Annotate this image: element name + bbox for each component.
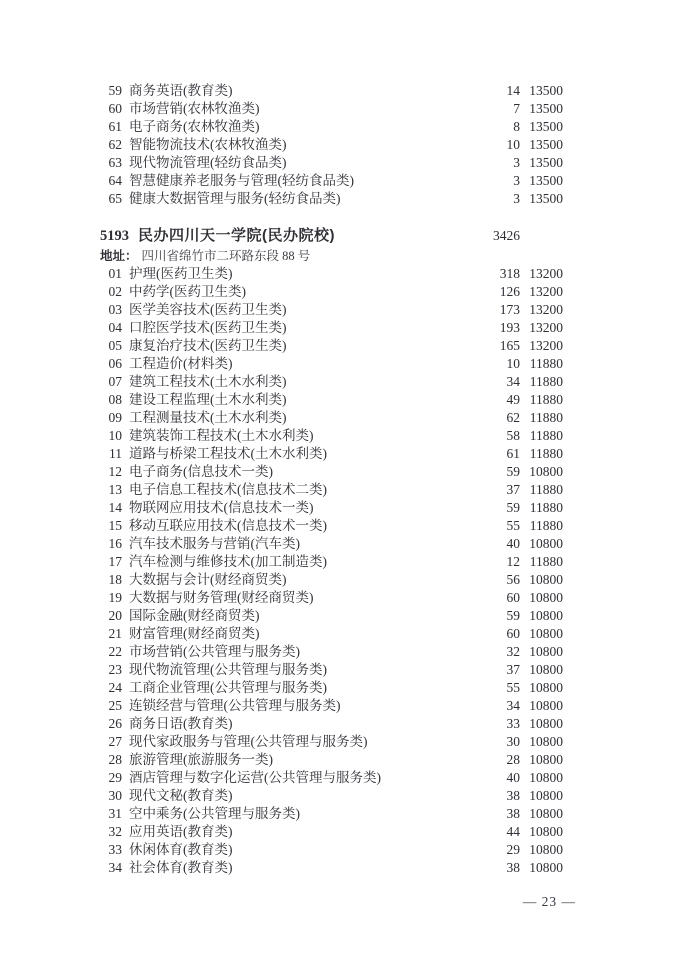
major-name: 护理(医药卫生类) <box>129 266 233 281</box>
tuition-fee: 10800 <box>529 680 563 695</box>
address-label: 地址： <box>100 249 138 263</box>
plan-count: 3 <box>513 191 520 206</box>
tuition-fee: 10800 <box>529 662 563 677</box>
major-name: 道路与桥梁工程技术(土木水利类) <box>129 446 327 461</box>
major-row <box>0 841 680 859</box>
continued-major-list <box>0 82 680 208</box>
tuition-fee: 11880 <box>529 518 563 533</box>
plan-count: 56 <box>506 572 520 587</box>
major-row-number: 11 <box>109 446 122 461</box>
major-name: 应用英语(教育类) <box>129 824 233 839</box>
tuition-fee: 10800 <box>529 590 563 605</box>
major-row-number: 25 <box>108 698 122 713</box>
tuition-fee: 11880 <box>529 500 563 515</box>
tuition-fee: 10800 <box>529 770 563 785</box>
plan-count: 61 <box>506 446 520 461</box>
plan-count: 58 <box>506 428 520 443</box>
major-row-number: 13 <box>108 482 122 497</box>
tuition-fee: 13500 <box>529 137 563 152</box>
major-row-number: 32 <box>108 824 122 839</box>
major-row <box>0 517 680 535</box>
tuition-fee: 13500 <box>529 83 563 98</box>
major-row <box>0 409 680 427</box>
tuition-fee: 10800 <box>529 842 563 857</box>
tuition-fee: 10800 <box>529 572 563 587</box>
tuition-fee: 11880 <box>529 374 563 389</box>
major-row <box>0 427 680 445</box>
tuition-fee: 10800 <box>529 734 563 749</box>
major-name: 中药学(医药卫生类) <box>129 284 246 299</box>
major-name: 市场营销(农林牧渔类) <box>129 101 260 116</box>
plan-count: 59 <box>506 608 520 623</box>
plan-count: 38 <box>506 788 520 803</box>
major-row <box>0 715 680 733</box>
major-row-number: 64 <box>108 173 122 188</box>
tuition-fee: 11880 <box>529 428 563 443</box>
major-name: 休闲体育(教育类) <box>129 842 233 857</box>
major-name: 连锁经营与管理(公共管理与服务类) <box>129 698 341 713</box>
major-name: 现代家政服务与管理(公共管理与服务类) <box>129 734 368 749</box>
major-row <box>0 172 680 190</box>
major-name: 电子商务(农林牧渔类) <box>129 119 260 134</box>
major-name: 空中乘务(公共管理与服务类) <box>129 806 300 821</box>
plan-count: 193 <box>499 320 520 335</box>
major-row <box>0 373 680 391</box>
major-row-number: 01 <box>108 266 122 281</box>
major-name: 建筑工程技术(土木水利类) <box>129 374 287 389</box>
major-name: 电子商务(信息技术一类) <box>129 464 273 479</box>
major-row <box>0 283 680 301</box>
major-row-number: 06 <box>108 356 122 371</box>
major-row-number: 61 <box>108 119 122 134</box>
major-name: 国际金融(财经商贸类) <box>129 608 260 623</box>
major-row-number: 02 <box>108 284 122 299</box>
major-row-number: 63 <box>108 155 122 170</box>
tuition-fee: 10800 <box>529 806 563 821</box>
plan-count: 38 <box>506 860 520 875</box>
major-row <box>0 751 680 769</box>
tuition-fee: 11880 <box>529 392 563 407</box>
tuition-fee: 10800 <box>529 608 563 623</box>
major-row <box>0 697 680 715</box>
plan-count: 3 <box>513 155 520 170</box>
major-row-number: 29 <box>108 770 122 785</box>
major-row <box>0 82 680 100</box>
major-row-number: 62 <box>108 137 122 152</box>
tuition-fee: 10800 <box>529 536 563 551</box>
plan-count: 40 <box>506 536 520 551</box>
tuition-fee: 11880 <box>529 356 563 371</box>
plan-count: 33 <box>506 716 520 731</box>
tuition-fee: 13500 <box>529 101 563 116</box>
major-row <box>0 805 680 823</box>
tuition-fee: 10800 <box>529 716 563 731</box>
plan-count: 44 <box>506 824 520 839</box>
tuition-fee: 11880 <box>529 410 563 425</box>
major-row <box>0 499 680 517</box>
major-row <box>0 661 680 679</box>
major-name: 智慧健康养老服务与管理(轻纺食品类) <box>129 173 354 188</box>
tuition-fee: 10800 <box>529 824 563 839</box>
major-row-number: 17 <box>108 554 122 569</box>
major-row <box>0 445 680 463</box>
major-name: 医学美容技术(医药卫生类) <box>129 302 287 317</box>
tuition-fee: 10800 <box>529 752 563 767</box>
major-row-number: 08 <box>108 392 122 407</box>
major-row <box>0 859 680 877</box>
major-row-number: 34 <box>108 860 122 875</box>
plan-count: 37 <box>506 662 520 677</box>
major-name: 康复治疗技术(医药卫生类) <box>129 338 287 353</box>
major-name: 智能物流技术(农林牧渔类) <box>129 137 287 152</box>
major-row <box>0 679 680 697</box>
major-name: 口腔医学技术(医药卫生类) <box>129 320 287 335</box>
major-row <box>0 481 680 499</box>
tuition-fee: 11880 <box>529 482 563 497</box>
major-row <box>0 154 680 172</box>
tuition-fee: 10800 <box>529 626 563 641</box>
major-name: 大数据与财务管理(财经商贸类) <box>129 590 314 605</box>
plan-count: 37 <box>506 482 520 497</box>
major-name: 电子信息工程技术(信息技术二类) <box>129 482 327 497</box>
school-name: 民办四川天一学院(民办院校) <box>138 227 335 244</box>
plan-count: 10 <box>506 356 520 371</box>
major-row-number: 10 <box>108 428 122 443</box>
major-row <box>0 625 680 643</box>
major-row-number: 04 <box>108 320 122 335</box>
major-row <box>0 265 680 283</box>
plan-count: 29 <box>506 842 520 857</box>
major-row-number: 20 <box>108 608 122 623</box>
plan-count: 38 <box>506 806 520 821</box>
tuition-fee: 11880 <box>529 554 563 569</box>
major-row <box>0 319 680 337</box>
major-row-number: 15 <box>108 518 122 533</box>
plan-count: 55 <box>506 518 520 533</box>
plan-count: 126 <box>499 284 520 299</box>
major-name: 建筑装饰工程技术(土木水利类) <box>129 428 314 443</box>
major-name: 移动互联应用技术(信息技术一类) <box>129 518 327 533</box>
major-name: 工商企业管理(公共管理与服务类) <box>129 680 327 695</box>
major-name: 旅游管理(旅游服务一类) <box>129 752 273 767</box>
major-row <box>0 733 680 751</box>
tuition-fee: 10800 <box>529 464 563 479</box>
major-row-number: 59 <box>108 83 122 98</box>
school-header <box>0 225 680 246</box>
tuition-fee: 13200 <box>529 284 563 299</box>
tuition-fee: 13500 <box>529 173 563 188</box>
major-row-number: 09 <box>108 410 122 425</box>
major-row <box>0 463 680 481</box>
major-row <box>0 337 680 355</box>
major-name: 财富管理(财经商贸类) <box>129 626 260 641</box>
plan-count: 55 <box>506 680 520 695</box>
tuition-fee: 13200 <box>529 320 563 335</box>
plan-count: 318 <box>499 266 520 281</box>
tuition-fee: 13500 <box>529 155 563 170</box>
plan-count: 3 <box>513 173 520 188</box>
major-name: 市场营销(公共管理与服务类) <box>129 644 300 659</box>
school-major-list <box>0 265 680 877</box>
major-row-number: 12 <box>108 464 122 479</box>
plan-count: 173 <box>499 302 520 317</box>
major-name: 现代物流管理(公共管理与服务类) <box>129 662 327 677</box>
page-number: — 23 — <box>522 894 576 909</box>
major-row-number: 07 <box>108 374 122 389</box>
plan-count: 49 <box>506 392 520 407</box>
plan-count: 8 <box>513 119 520 134</box>
major-row <box>0 136 680 154</box>
major-row <box>0 769 680 787</box>
major-row-number: 24 <box>108 680 122 695</box>
major-row-number: 18 <box>108 572 122 587</box>
major-row <box>0 190 680 208</box>
plan-count: 28 <box>506 752 520 767</box>
plan-count: 7 <box>513 101 520 116</box>
major-name: 汽车技术服务与营销(汽车类) <box>129 536 300 551</box>
plan-count: 59 <box>506 500 520 515</box>
major-row-number: 31 <box>108 806 122 821</box>
plan-count: 10 <box>506 137 520 152</box>
major-row <box>0 355 680 373</box>
major-name: 现代文秘(教育类) <box>129 788 233 803</box>
tuition-fee: 13200 <box>529 266 563 281</box>
tuition-fee: 11880 <box>529 446 563 461</box>
major-name: 商务英语(教育类) <box>129 83 233 98</box>
major-row <box>0 643 680 661</box>
major-name: 汽车检测与维修技术(加工制造类) <box>129 554 327 569</box>
major-row <box>0 571 680 589</box>
plan-count: 34 <box>506 374 520 389</box>
address-value: 四川省绵竹市二环路东段 88 号 <box>141 249 311 263</box>
school-address-line <box>0 246 680 265</box>
major-row-number: 16 <box>108 536 122 551</box>
plan-count: 60 <box>506 626 520 641</box>
plan-count: 12 <box>506 554 520 569</box>
school-plan-total: 3426 <box>493 228 520 243</box>
major-row-number: 14 <box>108 500 122 515</box>
tuition-fee: 13200 <box>529 302 563 317</box>
major-row <box>0 823 680 841</box>
plan-count: 32 <box>506 644 520 659</box>
major-row <box>0 118 680 136</box>
school-code: 5193 <box>100 228 129 244</box>
tuition-fee: 10800 <box>529 860 563 875</box>
major-row-number: 33 <box>108 842 122 857</box>
tuition-fee: 10800 <box>529 788 563 803</box>
major-row <box>0 787 680 805</box>
plan-count: 59 <box>506 464 520 479</box>
plan-count: 14 <box>506 83 520 98</box>
major-row <box>0 301 680 319</box>
major-row-number: 21 <box>108 626 122 641</box>
major-row-number: 30 <box>108 788 122 803</box>
plan-count: 62 <box>506 410 520 425</box>
major-row <box>0 553 680 571</box>
major-row-number: 19 <box>108 590 122 605</box>
major-row-number: 26 <box>108 716 122 731</box>
major-row-number: 65 <box>108 191 122 206</box>
major-row-number: 03 <box>108 302 122 317</box>
plan-count: 34 <box>506 698 520 713</box>
major-name: 大数据与会计(财经商贸类) <box>129 572 287 587</box>
major-name: 物联网应用技术(信息技术一类) <box>129 500 314 515</box>
major-name: 建设工程监理(土木水利类) <box>129 392 287 407</box>
tuition-fee: 10800 <box>529 644 563 659</box>
page-content <box>0 82 680 877</box>
major-name: 健康大数据管理与服务(轻纺食品类) <box>129 191 341 206</box>
major-name: 工程测量技术(土木水利类) <box>129 410 287 425</box>
major-row-number: 27 <box>108 734 122 749</box>
tuition-fee: 10800 <box>529 698 563 713</box>
major-row-number: 60 <box>108 101 122 116</box>
tuition-fee: 13500 <box>529 191 563 206</box>
major-name: 商务日语(教育类) <box>129 716 233 731</box>
major-name: 现代物流管理(轻纺食品类) <box>129 155 287 170</box>
plan-count: 40 <box>506 770 520 785</box>
major-row-number: 23 <box>108 662 122 677</box>
major-row-number: 05 <box>108 338 122 353</box>
tuition-fee: 13200 <box>529 338 563 353</box>
major-row-number: 22 <box>108 644 122 659</box>
plan-count: 165 <box>499 338 520 353</box>
plan-count: 30 <box>506 734 520 749</box>
major-name: 工程造价(材料类) <box>129 356 233 371</box>
major-row <box>0 589 680 607</box>
major-row-number: 28 <box>108 752 122 767</box>
major-row <box>0 391 680 409</box>
major-name: 社会体育(教育类) <box>129 860 233 875</box>
major-row <box>0 100 680 118</box>
major-row <box>0 607 680 625</box>
major-row <box>0 535 680 553</box>
plan-count: 60 <box>506 590 520 605</box>
major-name: 酒店管理与数字化运营(公共管理与服务类) <box>129 770 381 785</box>
tuition-fee: 13500 <box>529 119 563 134</box>
